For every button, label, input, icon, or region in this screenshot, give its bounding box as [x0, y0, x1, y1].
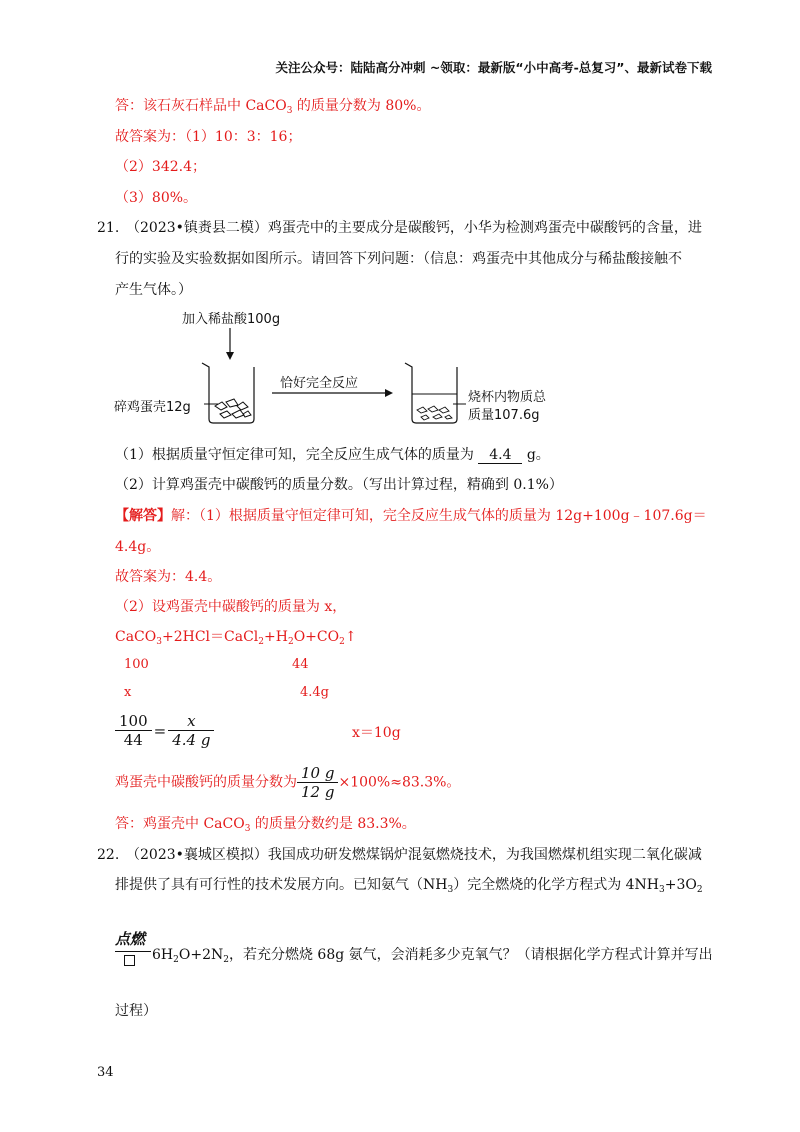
q21-text-line3: 产生气体。） — [115, 282, 192, 298]
ratio-row1-right: 44 — [292, 657, 309, 672]
reaction-condition-line — [115, 951, 151, 952]
prev-final-answer: 故答案为：（1）10：3：16； — [115, 129, 302, 145]
q21-equation: $CaCO_3+2HCl=CaCl_2+H_2O+CO_2↑$ — [115, 629, 357, 647]
figure-label-add-acid: 加入稀盐酸100g — [182, 312, 281, 327]
experiment-figure — [112, 306, 572, 431]
proportion: $\frac{100}{44}$ = $\frac{x}{4.4 g}$ — [115, 712, 214, 749]
reaction-condition-box-icon — [124, 955, 135, 966]
solution-tag: 【解答】 — [115, 508, 171, 524]
q22-line1: （2023•襄城区模拟）我国成功研发燃煤锅炉混氨燃烧技术，为我国燃煤机组实现二氧化碳减 — [126, 847, 702, 863]
q21-sub1: （1）根据质量守恒定律可知，完全反应生成气体的质量为 4.4 g。 — [115, 447, 550, 463]
prev-final-answer-3: （3）80%。 — [115, 190, 198, 206]
figure-label-eggshell: 碎鸡蛋壳12g — [114, 400, 191, 415]
reaction-condition: 点燃 — [115, 930, 146, 948]
q21-solution-line2: 4.4g。 — [115, 539, 161, 555]
ratio-row2-right: 4.4g — [300, 685, 329, 700]
q21-final-answer: 答：鸡蛋壳中 CaCO$_3$ 的质量分数约是 83.3%。 — [115, 816, 416, 834]
q22-number: 22. — [97, 847, 120, 863]
proportion-right-fraction: $\frac{x}{4.4 g}$ — [168, 712, 214, 749]
q21-sub1-answer-blank: 4.4 — [478, 447, 522, 464]
q21-solution-line1: 【解答】解：（1）根据质量守恒定律可知，完全反应生成气体的质量为 12g+100g﹣107.6g＝ — [115, 508, 707, 524]
proportion-left-fraction: $\frac{100}{44}$ — [115, 712, 152, 749]
ratio-row1-left: 100 — [124, 657, 149, 672]
prev-answer: 答：该石灰石样品中 CaCO$_3$ 的质量分数为 80%。 — [115, 98, 431, 116]
prev-final-answer-2: （2）342.4； — [115, 159, 206, 175]
q21-text-line2: 行的实验及实验数据如图所示。请回答下列问题：（信息：鸡蛋壳中其他成分与稀盐酸接触不 — [115, 251, 682, 267]
q21-number: 21. — [97, 220, 120, 236]
q22-line2: 排提供了具有可行性的技术发展方向。已知氨气$(NH_3)$完全燃烧的化学方程式为 $4NH_3+3O_2$ — [115, 877, 703, 895]
q21-mass-fraction: 鸡蛋壳中碳酸钙的质量分数为 $\frac{10 g}{12 g}$ ×100%≈83.3%。 — [115, 764, 461, 801]
figure-label-total-1: 烧杯内物质总 — [468, 390, 547, 405]
q22-line3: $6H_2O+2N_2$，若充分燃烧 68g 氨气，会消耗多少克氧气？（请根据化学方程式计算并写出 — [152, 947, 713, 965]
q22-line4: 过程） — [115, 1003, 157, 1019]
figure-label-reaction: 恰好完全反应 — [280, 376, 359, 391]
q21-sub2: （2）计算鸡蛋壳中碳酸钙的质量分数。（写出计算过程，精确到 0.1%） — [115, 477, 563, 493]
q21-answer1: 故答案为：4.4。 — [115, 569, 222, 585]
q21-text-line1: （2023•镇赉县二模）鸡蛋壳中的主要成分是碳酸钙，小华为检测鸡蛋壳中碳酸钙的含量，进 — [126, 220, 702, 236]
mass-fraction: $\frac{10 g}{12 g}$ — [297, 764, 338, 801]
page-number: 34 — [97, 1065, 114, 1080]
result-x: x＝10g — [352, 725, 401, 741]
figure-label-total-2: 质量107.6g — [468, 408, 540, 423]
page-header-banner: 关注公众号：陆陆高分冲刺 ~领取：最新版“小中高考-总复习”、最新试卷下载 — [275, 60, 712, 75]
q21-step2-intro: （2）设鸡蛋壳中碳酸钙的质量为 x， — [115, 599, 347, 615]
ratio-row2-left: x — [124, 685, 132, 700]
